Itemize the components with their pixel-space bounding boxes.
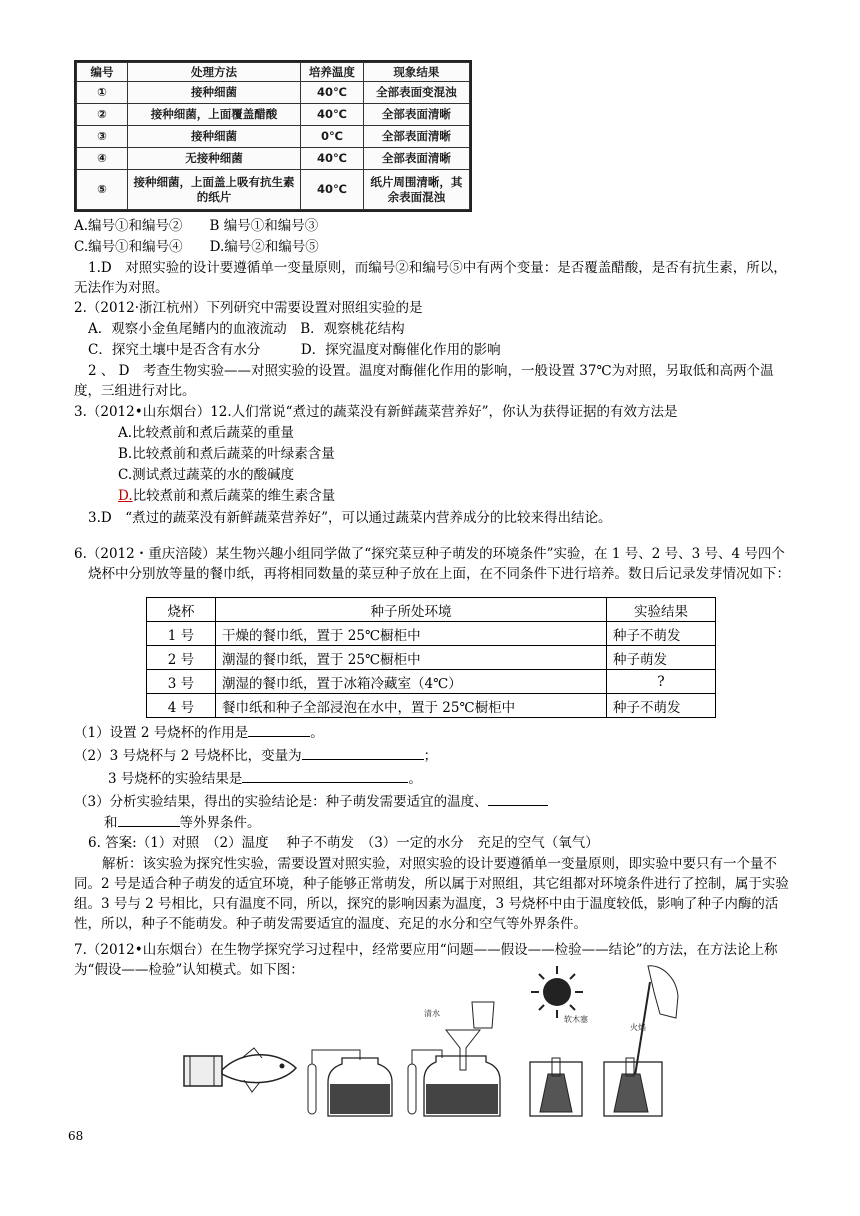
scan-cell: 接种细菌 — [128, 126, 301, 148]
scan-header-row — [77, 63, 470, 82]
q6-sub3b — [104, 812, 261, 833]
q6-analysis: 解析：该实验为探究性实验，需要设置对照实验，对照实验的设计要遵循单一变量原则，即实验中要只有一个量不同。2 号是适合种子萌发的适宜环境，种子能够正常萌发，所以属于对照组，其它组都对环境条件进行了控制，属于实验组。3 号与 2 号相比，只有温度不同，所以，探究的影响因素为温度，3 号烧杯中由于温度较低，影响了种子内酶的活性，所以，种子不能萌发。种子萌发需要适宜的温度、充足的水分和空气等外界条件。 — [74, 856, 789, 932]
q7-stem: 7.（2012•山东烟台）在生物学探究学习过程中，经常要应用“问题——假设——检验——结论”的方法，在方法论上称为“假设——检验”认知模式。如下图： — [74, 942, 778, 978]
scan-header: 培养温度 — [300, 63, 363, 82]
scan-cell: ⑤ — [77, 170, 128, 210]
flame-beaker-figure — [560, 962, 684, 1120]
scan-cell: 全部表面清晰 — [363, 104, 469, 126]
scanned-table — [76, 62, 470, 210]
scan-cell: 40℃ — [300, 148, 363, 170]
q6-cell: 种子不萌发 — [607, 694, 716, 718]
scan-row — [77, 170, 470, 210]
q2-stem: 2.（2012·浙江杭州）下列研究中需要设置对照组实验的是 — [74, 300, 423, 316]
q6-cell: 3 号 — [147, 670, 216, 694]
scan-cell: ④ — [77, 148, 128, 170]
q1-answer: 1.D 对照实验的设计要遵循单一变量原则，而编号②和编号⑤中有两个变量：是否覆盖醋酸，是否有抗生素，所以，无法作为对照。 — [74, 260, 787, 296]
q3-option-d-text: 比较煮前和煮后蔬菜的维生素含量 — [132, 488, 336, 504]
q6-sub3a-text: （3）分析实验结果，得出的实验结论是：种子萌发需要适宜的温度、 — [74, 794, 488, 810]
funnel-jar-figure — [402, 1000, 512, 1120]
q6-cell: ? — [607, 670, 716, 694]
scan-cell: 纸片周围清晰，其余表面混浊 — [363, 170, 469, 210]
q6-cell: 种子不萌发 — [607, 622, 716, 646]
scan-cell: 接种细菌，上面盖上吸有抗生素的纸片 — [128, 170, 301, 210]
q1-options-ab: A.编号①和编号② B 编号①和编号③ — [74, 218, 319, 234]
q6-row — [147, 622, 716, 646]
q3-option-c: C.测试煮过蔬菜的水的酸碱度 — [118, 467, 295, 483]
q3-stem: 3.（2012•山东烟台）12.人们常说“煮过的蔬菜没有新鲜蔬菜营养好”，你认为获得证据的有效方法是 — [74, 404, 678, 420]
scan-row — [77, 104, 470, 126]
fish-tail-figure — [182, 1040, 300, 1100]
jar-test-tube-figure — [302, 1042, 402, 1120]
scan-cell: 全部表面清晰 — [363, 148, 469, 170]
scanned-table-image — [74, 60, 472, 212]
q3-option-d — [118, 486, 335, 506]
scan-row — [77, 148, 470, 170]
scan-cell: ③ — [77, 126, 128, 148]
answer-blank — [118, 812, 180, 827]
q6-sub3b-and: 和 — [104, 815, 118, 831]
q6-sub3a — [74, 791, 548, 812]
q6-sub1-text: （1）设置 2 号烧杯的作用是 — [74, 725, 249, 741]
scan-header: 现象结果 — [363, 63, 469, 82]
scan-cell: 接种细菌，上面覆盖醋酸 — [128, 104, 301, 126]
q6-stem: 6.（2012・重庆涪陵）某生物兴趣小组同学做了“探究菜豆种子萌发的环境条件”实验，在 1 号、2 号、3 号、4 号四个烧杯中分别放等量的餐巾纸，再将相同数量的菜豆种子放在上面，在不同条件下进行培养。数日后记录发芽情况如下： — [74, 546, 790, 582]
q6-header: 实验结果 — [607, 598, 716, 622]
scan-cell: 40℃ — [300, 82, 363, 104]
q3-answer: 3.D “煮过的蔬菜没有新鲜蔬菜营养好”，可以通过蔬菜内营养成分的比较来得出结论。 — [88, 510, 612, 526]
q3-option-a: A.比较煮前和煮后蔬菜的重量 — [118, 425, 295, 441]
label-water: 清水 — [424, 1009, 440, 1018]
q6-cell: 种子萌发 — [607, 646, 716, 670]
q6-header: 烧杯 — [147, 598, 216, 622]
scan-cell: ① — [77, 82, 128, 104]
q6-cell: 餐巾纸和种子全部浸泡在水中，置于 25℃橱柜中 — [216, 694, 607, 718]
q6-answer: 6. 答案:（1）对照 （2）温度 种子不萌发 （3）一定的水分 充足的空气（氧气） — [88, 835, 599, 851]
q3-option-d-letter: D. — [118, 488, 133, 504]
scan-header: 编号 — [77, 63, 128, 82]
q6-row — [147, 694, 716, 718]
q6-table — [146, 597, 716, 718]
scan-cell: 0℃ — [300, 126, 363, 148]
scan-cell: 全部表面清晰 — [363, 126, 469, 148]
answer-blank — [302, 745, 424, 760]
scan-cell: 40℃ — [300, 104, 363, 126]
q6-header-row — [147, 598, 716, 622]
q1-options-cd: C.编号①和编号④ D.编号②和编号⑤ — [74, 239, 319, 255]
scan-cell: 无接种细菌 — [128, 148, 301, 170]
q6-row — [147, 646, 716, 670]
q6-cell: 4 号 — [147, 694, 216, 718]
scan-cell: ② — [77, 104, 128, 126]
label-cork: 软木塞 — [564, 1015, 588, 1024]
q2-answer: 2 、 D 考查生物实验——对照实验的设置。温度对酶催化作用的影响，一般设置 37℃为对照，另取低和高两个温度，三组进行对比。 — [74, 363, 774, 399]
q6-cell: 潮湿的餐巾纸，置于冰箱冷藏室（4℃） — [216, 670, 607, 694]
page-number: 68 — [68, 1129, 84, 1143]
scan-cell: 全部表面变混浊 — [363, 82, 469, 104]
q6-cell: 1 号 — [147, 622, 216, 646]
q6-sub2a-text: （2）3 号烧杯与 2 号烧杯比，变量为 — [74, 748, 302, 764]
q6-cell: 干燥的餐巾纸，置于 25℃橱柜中 — [216, 622, 607, 646]
q3-option-b: B.比较煮前和煮后蔬菜的叶绿素含量 — [118, 446, 335, 462]
q6-header: 种子所处环境 — [216, 598, 607, 622]
scan-header: 处理方法 — [128, 63, 301, 82]
q6-sub2b: 3 号烧杯的实验结果是 。 — [108, 768, 422, 789]
q6-sub2b-text: 3 号烧杯的实验结果是 — [108, 771, 243, 787]
q2-options-ab: A．观察小金鱼尾鳍内的血液流动 B．观察桃花结构 — [88, 321, 405, 337]
label-flame: 火焰 — [630, 1023, 646, 1032]
answer-blank — [248, 722, 310, 737]
scan-cell: 40℃ — [300, 170, 363, 210]
scan-cell: 接种细菌 — [128, 82, 301, 104]
q6-row — [147, 670, 716, 694]
scan-row — [77, 82, 470, 104]
q6-cell: 2 号 — [147, 646, 216, 670]
q6-sub2a: （2）3 号烧杯与 2 号烧杯比，变量为 ； — [74, 745, 437, 766]
q6-cell: 潮湿的餐巾纸，置于 25℃橱柜中 — [216, 646, 607, 670]
scan-row — [77, 126, 470, 148]
answer-blank — [242, 768, 408, 783]
q6-sub3b-text: 等外界条件。 — [179, 815, 261, 831]
answer-blank — [488, 791, 548, 806]
q2-options-cd: C．探究土壤中是否含有水分 D．探究温度对酶催化作用的影响 — [88, 342, 501, 358]
q6-sub1: （1）设置 2 号烧杯的作用是 。 — [74, 722, 324, 743]
